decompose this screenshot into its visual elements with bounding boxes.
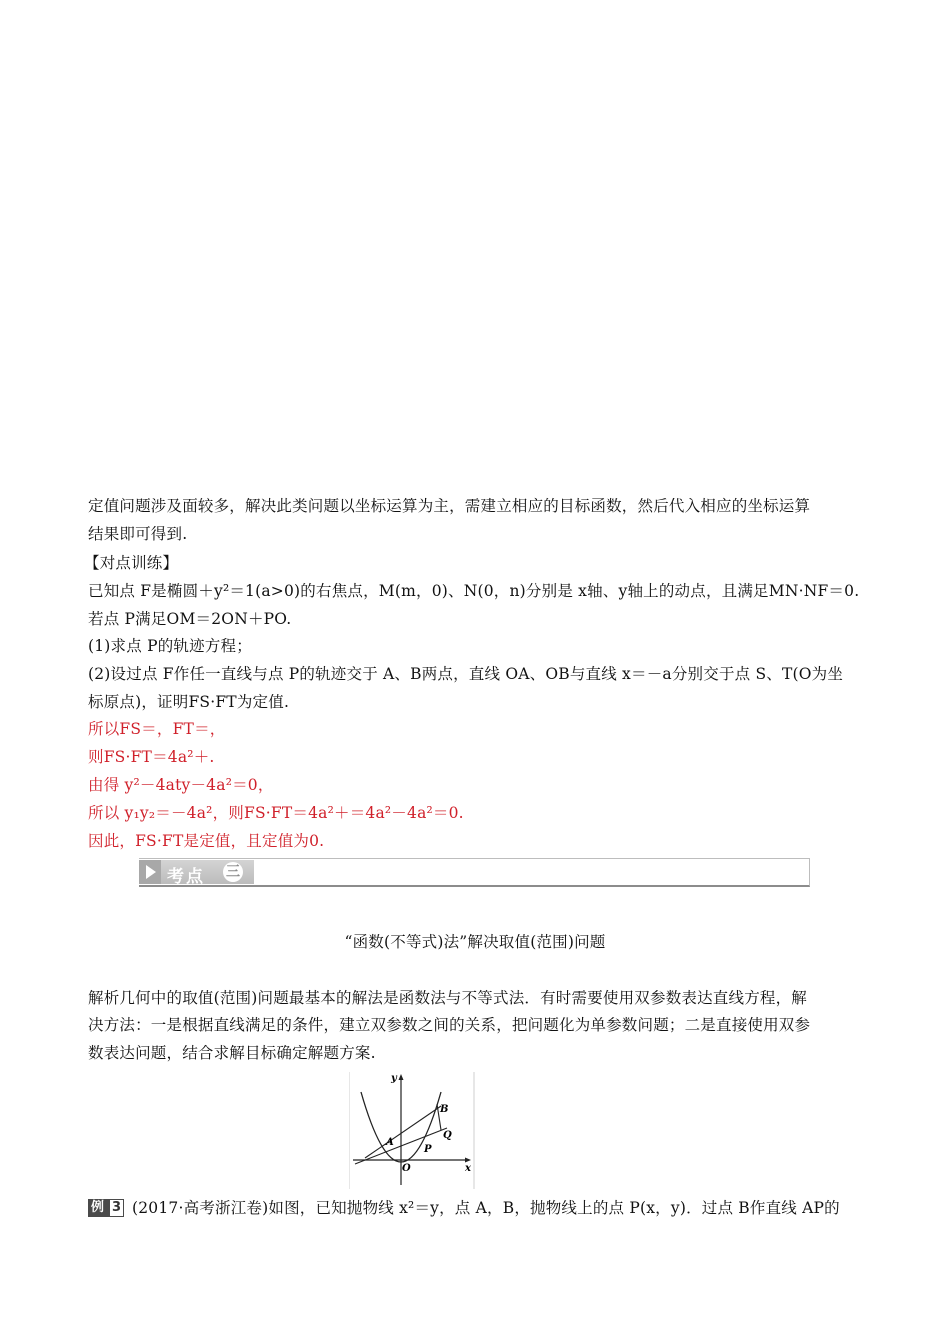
label-x: x xyxy=(465,1163,471,1174)
section-label: 考点 xyxy=(167,867,205,887)
section-header-bar xyxy=(139,858,810,887)
label-o: O xyxy=(402,1163,411,1174)
label-a: A xyxy=(386,1137,394,1148)
solution-line-4: 所以 y₁y₂＝－4a²，则FS·FT＝4a²＋＝4a²－4a²＝0. xyxy=(88,804,464,822)
question-part-2: (2)设过点 F作任一直线与点 P的轨迹交于 A、B两点，直线 OA、OB与直线 x＝－a分别交于点 S、T(O为坐 xyxy=(88,665,844,683)
solution-line-3: 由得 y²－4aty－4a²＝0， xyxy=(88,776,274,794)
section-tab xyxy=(139,860,254,887)
solution-line-1: 所以FS＝，FT＝， xyxy=(88,720,226,738)
example-tag-number: 3 xyxy=(111,1200,122,1215)
x-axis-arrow-icon xyxy=(465,1158,471,1163)
label-y: y xyxy=(391,1073,397,1084)
label-p: P xyxy=(424,1144,432,1155)
training-heading: 【对点训练】 xyxy=(84,554,179,572)
example-tag-word: 例 xyxy=(91,1200,105,1215)
parabola-figure xyxy=(349,1072,475,1189)
body-line-3: 数表达问题，结合求解目标确定解题方案. xyxy=(88,1044,376,1062)
section-number-badge: 三 xyxy=(223,862,243,882)
label-q: Q xyxy=(443,1130,452,1141)
question-line-2: 若点 P满足OM＝2ON＋PO. xyxy=(88,610,292,628)
question-part-1: (1)求点 P的轨迹方程； xyxy=(88,637,252,655)
intro-line-1: 定值问题涉及面较多，解决此类问题以坐标运算为主，需建立相应的目标函数，然后代入相应的坐标运算 xyxy=(88,497,811,515)
solution-line-2: 则FS·FT＝4a²＋. xyxy=(88,748,215,766)
question-part-2-cont: 标原点)，证明FS·FT为定值. xyxy=(88,693,290,711)
example-text: (2017·高考浙江卷)如图，已知抛物线 x²＝y，点 A，B，抛物线上的点 P(x，y)．过点 B作直线 AP的 xyxy=(132,1199,840,1217)
question-line-1: 已知点 F是椭圆＋y²＝1(a>0)的右焦点，M(m，0)、N(0，n)分别是 x轴、y轴上的动点，且满足MN·NF＝0. xyxy=(88,582,860,600)
example-tag xyxy=(88,1199,124,1217)
label-b: B xyxy=(440,1104,449,1115)
y-axis-arrow-icon xyxy=(399,1074,404,1080)
play-arrow-icon xyxy=(139,860,161,884)
section-title: “函数(不等式)法”解决取值(范围)问题 xyxy=(344,933,606,951)
intro-line-2: 结果即可得到. xyxy=(88,525,188,543)
body-line-1: 解析几何中的取值(范围)问题最基本的解法是函数法与不等式法．有时需要使用双参数表达直线方程，解 xyxy=(88,989,807,1007)
solution-line-5: 因此，FS·FT是定值，且定值为0. xyxy=(88,832,325,850)
body-line-2: 决方法：一是根据直线满足的条件，建立双参数之间的关系，把问题化为单参数问题；二是直接使用双参 xyxy=(88,1016,811,1034)
